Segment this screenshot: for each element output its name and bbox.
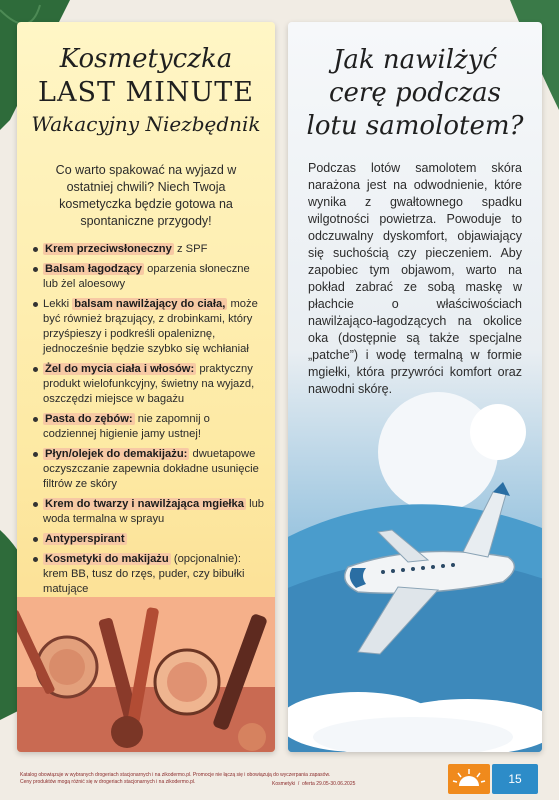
left-title-line-1: Kosmetyczka (59, 44, 233, 74)
footer-line-2: Ceny produktów mogą różnić się w drogeriach stacjonarnych i na zikodermo.pl. (20, 779, 196, 785)
right-title-line-3: lotu samolotem? (306, 111, 524, 141)
footer-line-1: Katalog obowiązuje w wybranych drogeriach stacjonarnych i na zikodermo.pl. Promocje nie łączą się i obowiązują do wyczerpania zapasów. (20, 772, 331, 778)
left-intro: Co warto spakować na wyjazd w ostatniej chwili? Niech Twoja kosmetyczka będzie gotowa na spontaniczne przygody! (55, 163, 237, 228)
item-description: lub woda termalna w sprayu (43, 498, 265, 525)
checklist-item (33, 242, 265, 257)
airplane-illustration (288, 392, 542, 752)
left-title-line-3: Wakacyjny Niezbędnik (31, 112, 261, 136)
item-description: z SPF (173, 243, 208, 255)
right-card-flight-skin (288, 22, 542, 752)
checklist-item (33, 447, 265, 492)
brand-logo (448, 764, 490, 794)
item-description: dwuetapowe oczyszczanie zapewnia dokładne usunięcie filtrów ze skóry (43, 448, 259, 490)
footer-offer-dates: oferta 29.05-30.06.2025 (302, 781, 356, 787)
makeup-illustration (17, 597, 275, 752)
item-highlight: Krem przeciwsłoneczny (45, 243, 172, 255)
item-description: oparzenia słoneczne lub żel aloesowy (43, 263, 250, 290)
checklist-item (33, 262, 265, 292)
checklist-item (33, 552, 265, 597)
left-title-line-2: LAST MINUTE (38, 77, 254, 108)
checklist-item (33, 362, 265, 407)
checklist-item (33, 497, 265, 527)
item-highlight: Żel do mycia ciała i włosów: (45, 363, 195, 375)
footer-category: Kosmetyki / oferta 29.05-30.06.2025 (272, 781, 356, 787)
right-title (288, 44, 542, 143)
checklist (33, 242, 265, 602)
item-highlight: Pasta do zębów: (45, 413, 133, 425)
sun-icon (448, 764, 490, 794)
item-description: może być również brązujący, z drobinkami, który przyśpieszy i podkreśli opaleniznę, jednocześnie będzie szybko się wchłaniał (43, 298, 258, 355)
left-card-last-minute (17, 22, 275, 752)
item-prefix: Lekki (43, 298, 73, 310)
item-highlight: Antyperspirant (45, 533, 125, 545)
item-description: praktyczny produkt wielofunkcyjny, świetny na wyjazd, oszczędzi miejsce w bagażu (43, 363, 255, 405)
checklist-item (33, 297, 265, 357)
item-highlight: Płyn/olejek do demakijażu: (45, 448, 188, 460)
checklist-item (33, 532, 265, 547)
item-description: nie zapomnij o codziennej higienie jamy ustnej! (43, 413, 210, 440)
item-highlight: Kosmetyki do makijażu (45, 553, 169, 565)
page-number: 15 (492, 764, 538, 794)
item-highlight: balsam nawilżający do ciała, (74, 298, 226, 310)
checklist-item (33, 412, 265, 442)
right-body-text: Podczas lotów samolotem skóra narażona jest na odwodnienie, które wynika z gwałtownego spadku wilgotności powietrza. Powoduje to odczuwalny dyskomfort, objawiający się suchością czy pieczeniem. Aby zapobiec tym objawom, warto na pokład zabrać ze sobą maskę w płachcie o właściwościach nawilżająco-łagodzących na okolice oka (dostępnie są także specjalne „patche”) i wodę termalną w formie mgiełki, która przywróci komfort oraz nawodni skórę. (308, 161, 522, 396)
item-highlight: Balsam łagodzący (45, 263, 143, 275)
footer-disclaimer (20, 772, 440, 786)
item-description: (opcjonalnie): krem BB, tusz do rzęs, puder, czy bibułki matujące (43, 553, 245, 595)
right-title-line-2: cerę podczas (328, 78, 502, 108)
item-highlight: Krem do twarzy i nawilżająca mgiełka (45, 498, 244, 510)
footer-category-label: Kosmetyki (272, 781, 296, 787)
right-title-line-1: Jak nawilżyć (332, 45, 498, 75)
